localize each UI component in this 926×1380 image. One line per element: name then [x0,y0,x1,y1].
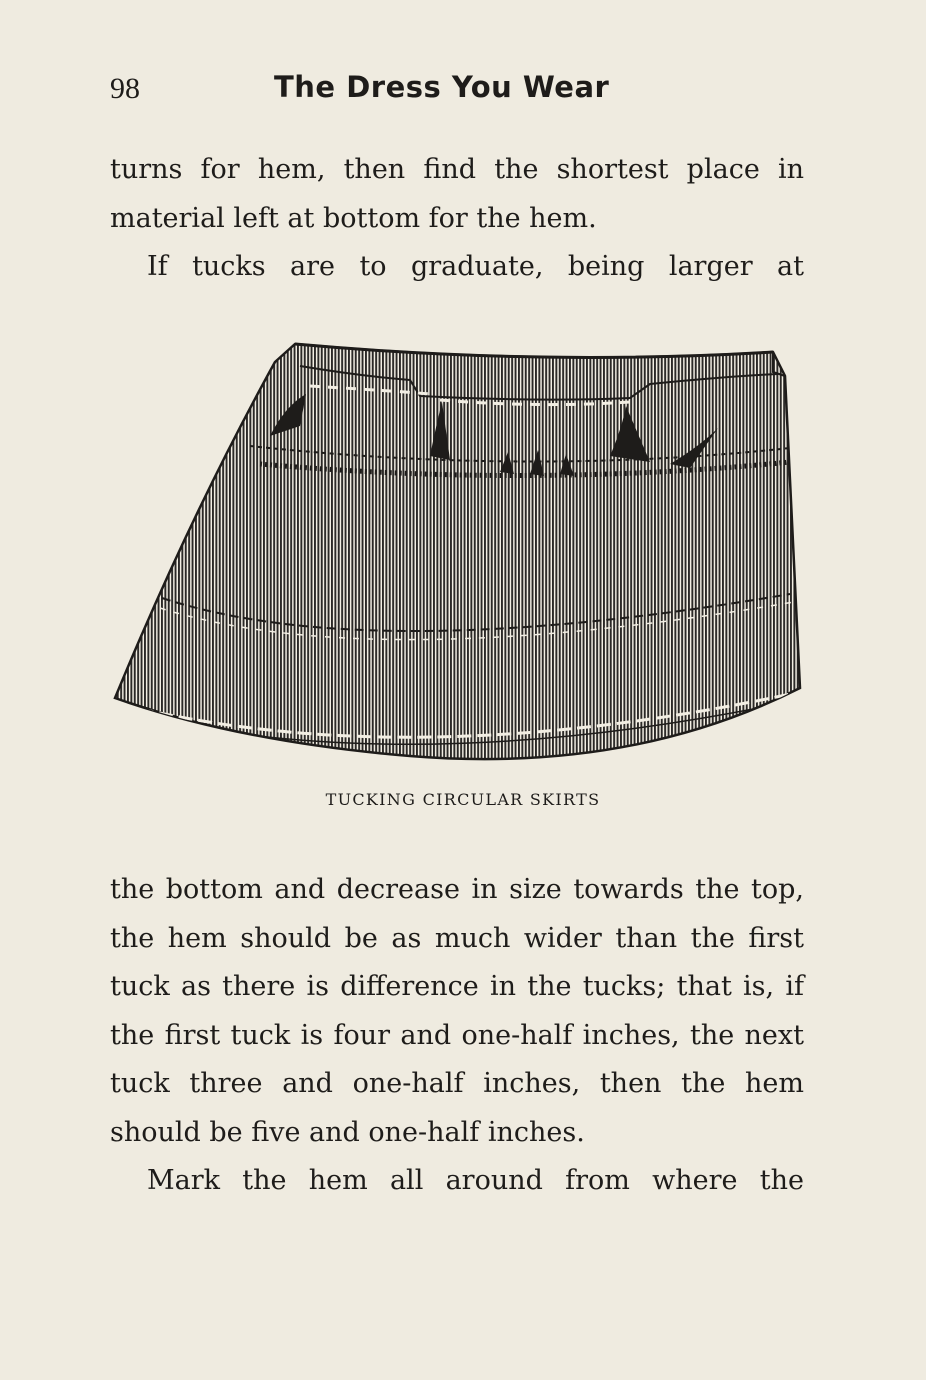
figure-caption: TUCKING CIRCULAR SKIRTS [325,790,601,809]
skirt-illustration [110,336,810,770]
page-number: 98 [110,72,140,105]
paragraph-mark-hem: Mark the hem all around from where the [147,1165,804,1196]
paragraph-tucks-graduate: If tucks are to graduate, being larger at [147,251,804,282]
running-title: The Dress You Wear [274,70,610,104]
page-header [110,68,810,112]
paragraph-hem-width: the bottom and decrease in size towards the top, the hem should be as much wider than the first tuck as there is difference in the tucks; that is, if the first tuck is four and one-half inches, the next tuck three and one-half inches, then the hem should be five and one-half inches. [110,874,804,1148]
paragraph-continuation: turns for hem, then find the shortest place in material left at bottom for the hem. [110,154,804,234]
text-block-bottom [110,866,804,1206]
text-block-top [110,146,804,292]
skirt-body-shape [115,344,800,759]
